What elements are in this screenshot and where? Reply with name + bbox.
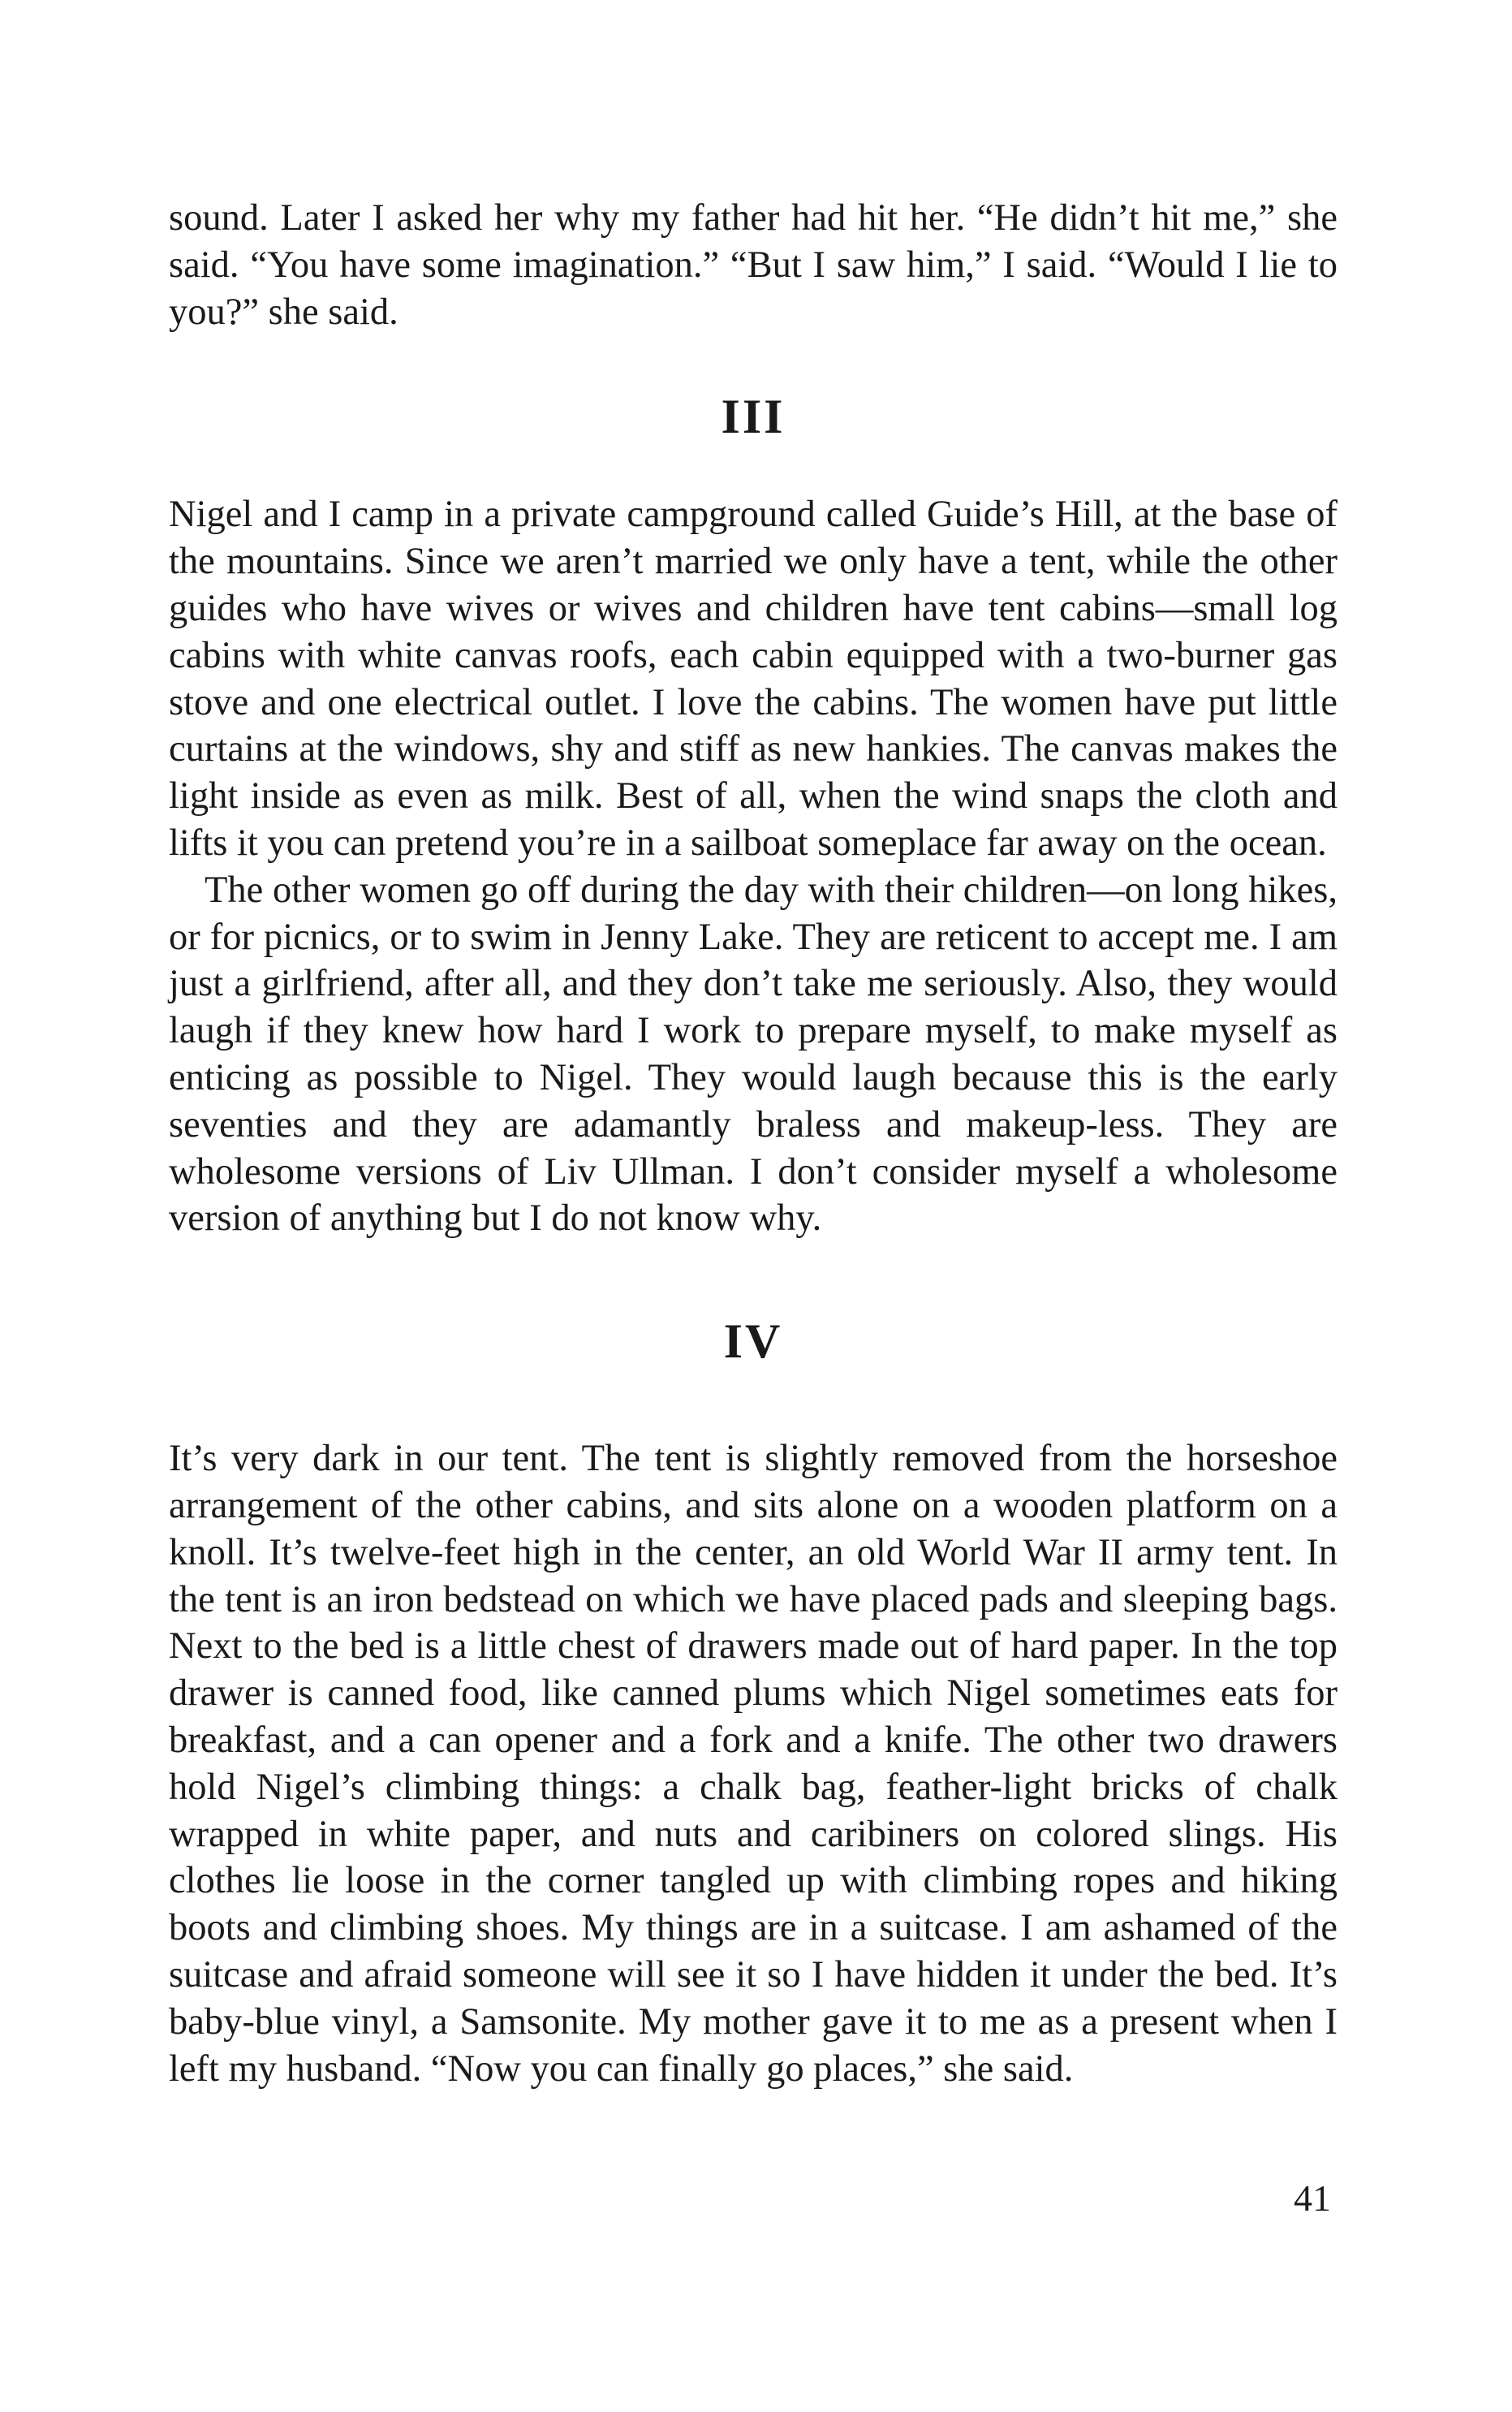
opening-paragraph: sound. Later I asked her why my father had hit her. “He didn’t hit me,” she said. “You have some imagination.” “But I saw him,” I said. “Would I lie to you?” she said. xyxy=(169,197,1338,333)
section-heading-iii: III xyxy=(721,390,786,444)
page-number: 41 xyxy=(1294,2177,1331,2219)
section-heading-iv: IV xyxy=(723,1314,783,1369)
book-page xyxy=(169,195,1338,2092)
section-iv-paragraph-1: It’s very dark in our tent. The tent is slightly removed from the horseshoe arrangement of the other cabins, and sits alone on a wooden platform on a knoll. It’s twelve-feet high in the center, an old World War II army tent. In the tent is an iron bedstead on which we have placed pads and sleeping bags. Next to the bed is a little chest of drawers made out of hard paper. In the top drawer is canned food, like canned plums which Nigel sometimes eats for breakfast, and a can opener and a fork and a knife. The other two drawers hold Nigel’s climbing things: a chalk bag, feather-light bricks of chalk wrapped in white paper, and nuts and caribiners on colored slings. His clothes lie loose in the corner tangled up with climbing ropes and hiking boots and climbing shoes. My things are in a suitcase. I am ashamed of the suitcase and afraid someone will see it so I have hidden it under the bed. It’s baby-blue vinyl, a Samsonite. My mother gave it to me as a present when I left my husband. “Now you can finally go places,” she said. xyxy=(169,1438,1338,2090)
section-iii-paragraph-1: Nigel and I camp in a private campground called Guide’s Hill, at the base of the mountains. Since we aren’t married we only have a tent, while the other guides who have wives or wives and children have tent cabins—small log cabins with white canvas roofs, each cabin equipped with a two-burner gas stove and one electrical outlet. I love the cabins. The women have put little curtains at the windows, shy and stiff as new hankies. The canvas makes the light inside as even as milk. Best of all, when the wind snaps the cloth and lifts it you can pretend you’re in a sailboat someplace far away on the ocean. xyxy=(169,494,1338,864)
section-iii-paragraph-2: The other women go off during the day with their children—on long hikes, or for picnics, or to swim in Jenny Lake. They are reticent to accept me. I am just a girlfriend, after all, and they don’t take me seriously. Also, they would laugh if they knew how hard I work to prepare myself, to make myself as enticing as possible to Nigel. They would laugh because this is the early seventies and they are adamantly braless and makeup-less. They are wholesome versions of Liv Ullman. I don’t consider myself a wholesome version of anything but I do not know why. xyxy=(169,869,1338,1240)
